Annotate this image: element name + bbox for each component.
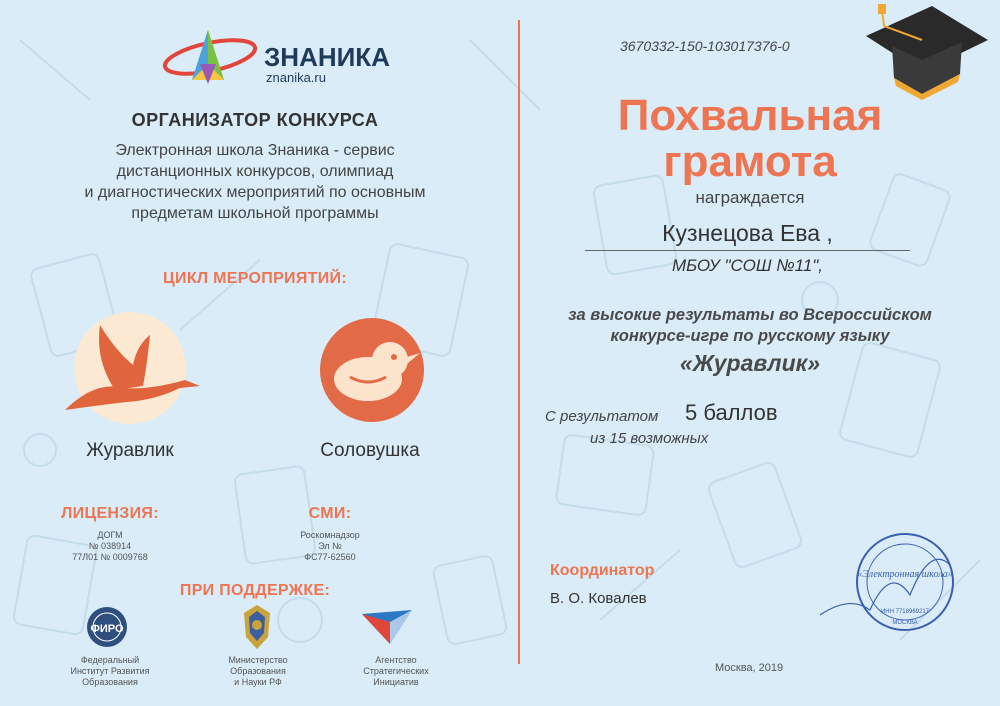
logo-url[interactable]: znanika.ru: [266, 70, 326, 85]
result-score: 5 баллов: [685, 400, 778, 425]
city-year: Москва, 2019: [715, 662, 784, 674]
event-zhuravlik: Журавлик: [86, 440, 174, 461]
certificate-number: 3670332-150-103017376-0: [620, 38, 790, 54]
organizer-text: Электронная школа Знаника - сервис дистанционных конкурсов, олимпиад и диагностических мероприятий по основным предметам школьной программы: [84, 142, 426, 222]
award-reason: за высокие результаты во Всероссийском конкурсе-игре по русскому языку: [568, 306, 932, 345]
event-solovushka: Соловушка: [320, 440, 420, 461]
organizer-title: ОРГАНИЗАТОР КОНКУРСА: [131, 110, 379, 130]
asi-logo-icon: [360, 608, 415, 648]
license-details: ДОГМ № 038914 77Л01 № 0009768: [72, 530, 148, 562]
smi-title: СМИ:: [308, 505, 352, 522]
firo-logo-icon: [85, 605, 130, 650]
result-suffix: из 15 возможных: [590, 430, 709, 447]
title-line2: грамота: [663, 137, 837, 186]
svg-text:«Электронная школа»: «Электронная школа»: [857, 569, 953, 580]
supporter-firo: Федеральный Институт Развития Образования: [70, 655, 150, 687]
support-title: ПРИ ПОДДЕРЖКЕ:: [179, 582, 331, 599]
coordinator-name: В. О. Ковалев: [550, 590, 647, 607]
stamp-icon: [820, 525, 955, 640]
svg-text:ФИРО: ФИРО: [90, 623, 124, 635]
supporter-asi: Агентство Стратегических Инициатив: [363, 655, 429, 687]
svg-text:ИНН 7718969217: ИНН 7718969217: [880, 609, 930, 615]
contest-name: «Журавлик»: [679, 350, 821, 376]
center-divider: [518, 20, 520, 664]
bird-icon: [310, 315, 435, 425]
name-underline: [585, 250, 910, 251]
coordinator-title: Координатор: [550, 562, 655, 579]
smi-details: Роскомнадзор Эл № ФС77-62560: [300, 530, 360, 562]
graduation-cap-icon: [862, 2, 992, 102]
cycle-title: ЦИКЛ МЕРОПРИЯТИЙ:: [163, 270, 347, 287]
school-name: МБОУ "СОШ №11",: [671, 256, 824, 275]
title-line1: Похвальная: [617, 91, 883, 140]
supporter-ministry: Министерство Образования и Науки РФ: [228, 655, 288, 687]
ministry-emblem-icon: [240, 603, 274, 651]
awarded-label: награждается: [695, 188, 805, 207]
logo-name: ЗНАНИКА: [264, 42, 390, 72]
license-title: ЛИЦЕНЗИЯ:: [61, 505, 159, 522]
znanika-logo-icon: [160, 24, 260, 90]
result-prefix: С результатом: [545, 408, 659, 425]
recipient-name: Кузнецова Ева ,: [662, 220, 833, 246]
svg-text:МОСКВА: МОСКВА: [892, 620, 918, 626]
crane-icon: [55, 310, 210, 425]
